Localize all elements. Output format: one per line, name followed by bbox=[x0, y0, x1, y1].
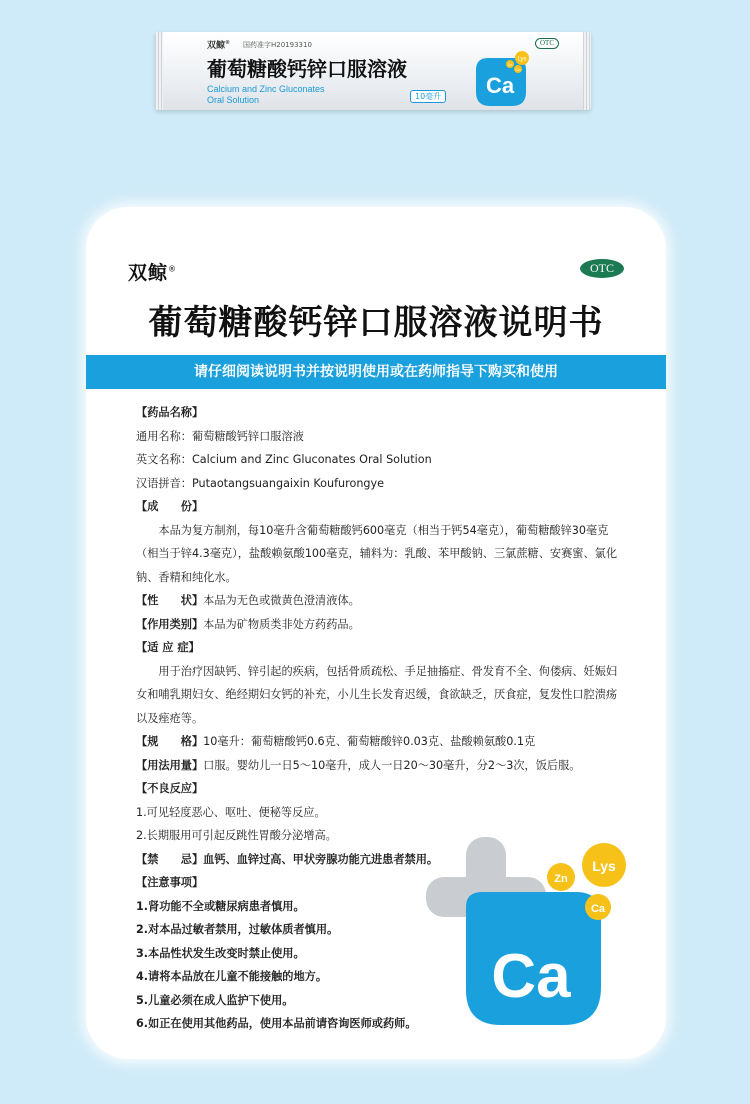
zn-label: Zn bbox=[554, 873, 568, 885]
instruction-card bbox=[86, 207, 666, 1059]
usage-heading: 【用法用量】 bbox=[136, 758, 204, 772]
note-item: 2.对本品过敏者禁用，过敏体质者慎用。 bbox=[136, 923, 339, 936]
category-text: 本品为矿物质类非处方药药品。 bbox=[203, 617, 360, 631]
contra-heading: 【禁 忌】 bbox=[136, 852, 204, 866]
adverse-item: 1.可见轻度恶心、呕吐、便秘等反应。 bbox=[136, 805, 326, 819]
ca-small-label: Ca bbox=[590, 903, 606, 915]
note-item: 3.本品性状发生改变时禁止使用。 bbox=[136, 946, 305, 960]
indication-text: 用于治疗因缺钙、锌引起的疾病，包括骨质疏松、手足抽搐症、骨发育不全、佝偻病、妊娠妇女和哺乳期妇女、绝经期妇女钙的补充，小儿生长发育迟缓，食欲缺乏，厌食症，复发性口腔溃疡以及痤疮等。 bbox=[136, 664, 618, 725]
composition-heading: 【成 份】 bbox=[136, 500, 204, 513]
sachet-approval-number: 国药准字H20193310 bbox=[243, 41, 312, 49]
category-heading: 【作用类别】 bbox=[136, 617, 204, 631]
english-name: 英文名称：Calcium and Zinc Gluconates Oral Solution bbox=[136, 453, 432, 466]
product-sachet bbox=[155, 32, 591, 110]
brand-logo: 双鲸® bbox=[128, 262, 178, 284]
category-row bbox=[136, 613, 626, 637]
sachet-brand: 双鲸® bbox=[207, 40, 231, 51]
sachet-volume-badge: 10毫升 bbox=[410, 90, 446, 103]
svg-text:Ca: Ca bbox=[515, 67, 521, 72]
sachet-name-cn: 葡萄糖酸钙锌口服溶液 bbox=[207, 57, 407, 81]
svg-text:Lys: Lys bbox=[517, 56, 527, 63]
note-item: 4.请将本品放在儿童不能接触的地方。 bbox=[136, 970, 328, 983]
adverse-heading: 【不良反应】 bbox=[136, 782, 204, 795]
notes-heading: 【注意事项】 bbox=[136, 876, 204, 889]
otc-badge: OTC bbox=[580, 259, 624, 278]
indication-heading: 【适 应 症】 bbox=[136, 641, 200, 654]
usage-text: 口服。婴幼儿一日5～10毫升，成人一日20～30毫升，分2～3次，饭后服。 bbox=[203, 758, 581, 772]
page-title: 葡萄糖酸钙锌口服溶液说明书 bbox=[148, 303, 604, 343]
note-item: 1.肾功能不全或糖尿病患者慎用。 bbox=[136, 899, 305, 913]
spec-text: 10毫升：葡萄糖酸钙0.6克、葡萄糖酸锌0.03克、盐酸赖氨酸0.1克 bbox=[203, 735, 536, 748]
character-text: 本品为无色或微黄色澄清液体。 bbox=[203, 594, 360, 607]
ca-symbol: Ca bbox=[491, 942, 571, 1011]
spec-row bbox=[136, 730, 626, 754]
composition-text: 本品为复方制剂，每10毫升含葡萄糖酸钙600毫克（相当于钙54毫克），葡萄糖酸锌30毫克（相当于锌4.3毫克），盐酸赖氨酸100毫克，辅料为：乳酸、苯甲酸钠、三氯蔗糖、安赛蜜、氯化钠、香精和纯化水。 bbox=[136, 523, 618, 584]
sachet-otc-badge: OTC bbox=[535, 38, 559, 49]
svg-text:Ca: Ca bbox=[485, 73, 515, 98]
adverse-item: 2.长期服用可引起反跳性胃酸分泌增高。 bbox=[136, 829, 337, 842]
sachet-name-en-line1: Calcium and Zinc Gluconates bbox=[207, 84, 325, 94]
notice-banner: 请仔细阅读说明书并按说明使用或在药师指导下购买和使用 bbox=[86, 355, 666, 389]
contra-text: 血钙、血锌过高、甲状旁腺功能亢进患者禁用。 bbox=[203, 852, 439, 866]
sachet-ca-icon bbox=[472, 50, 532, 110]
generic-name: 通用名称：葡萄糖酸钙锌口服溶液 bbox=[136, 429, 304, 443]
lys-label: Lys bbox=[592, 858, 616, 874]
character-row bbox=[136, 589, 626, 613]
character-heading: 【性 状】 bbox=[136, 594, 204, 607]
usage-row bbox=[136, 754, 626, 778]
pinyin-name: 汉语拼音：Putaotangsuangaixin Koufurongye bbox=[136, 476, 385, 490]
drug-name-heading: 【药品名称】 bbox=[136, 406, 204, 419]
note-item: 5.儿童必须在成人监护下使用。 bbox=[136, 993, 294, 1007]
sachet-name-en-line2: Oral Solution bbox=[207, 95, 260, 105]
calcium-graphic bbox=[426, 837, 626, 1027]
spec-heading: 【规 格】 bbox=[136, 735, 204, 748]
note-item: 6.如正在使用其他药品，使用本品前请咨询医师或药师。 bbox=[136, 1017, 417, 1030]
svg-text:Zn: Zn bbox=[507, 62, 513, 67]
